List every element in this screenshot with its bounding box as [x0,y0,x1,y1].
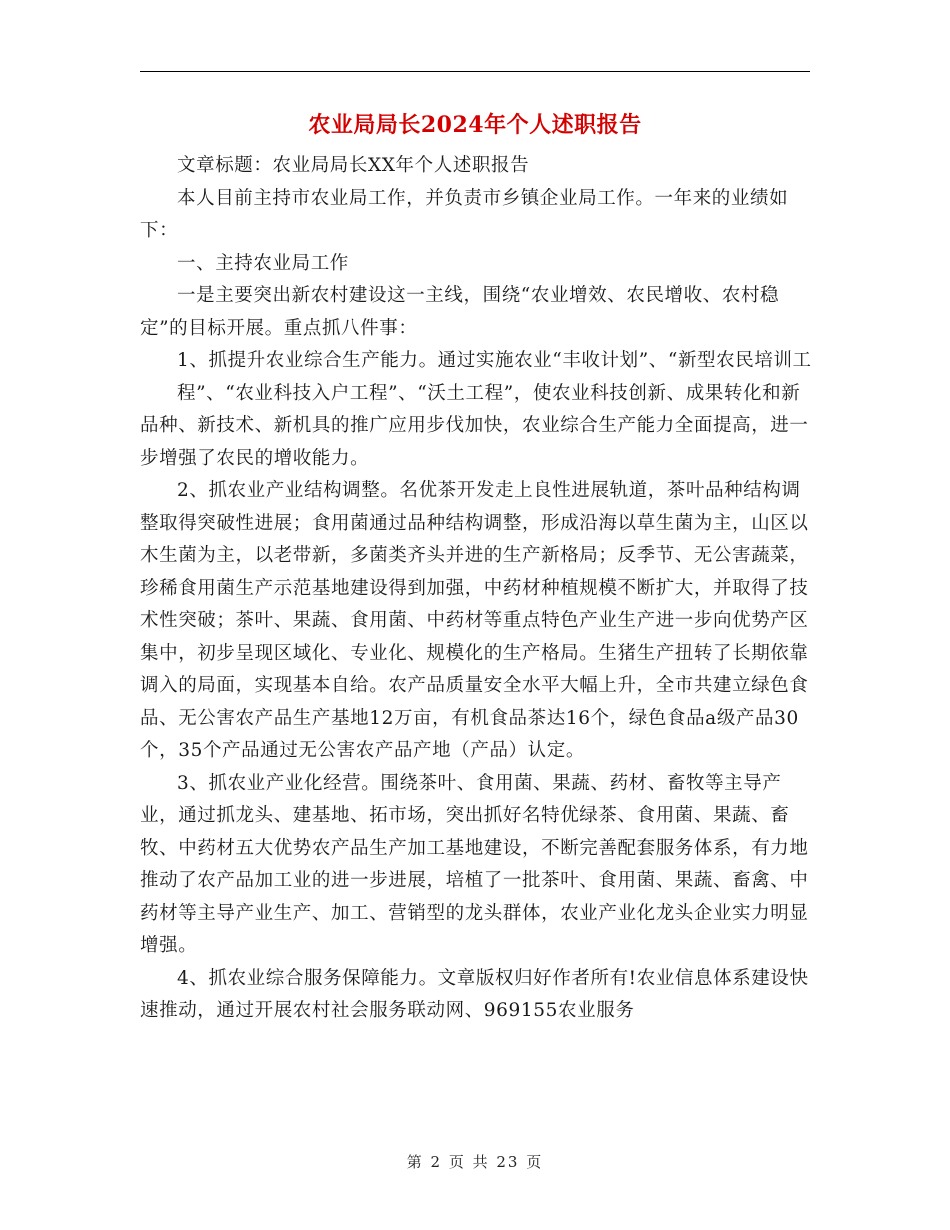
document-title: 农业局局长2024年个人述职报告 [308,112,642,138]
paragraph-item-4: 4、抓农业综合服务保障能力。文章版权归好作者所有!农业信息体系建设快速推动，通过开展农村社会服务联动网、969155农业服务 [140,967,809,1021]
paragraph-item-1-continued: 程”、“农业科技入户工程”、“沃土工程”，使农业科技创新、成果转化和新品种、新技术、新机具的推广应用步伐加快，农业综合生产能力全面提高，进一步增强了农民的增收能力。 [140,382,809,469]
paragraph-intro: 本人目前主持市农业局工作，并负责市乡镇企业局工作。一年来的业绩如下： [140,187,789,241]
paragraph-item-3: 3、抓农业产业化经营。围绕茶叶、食用菌、果蔬、药材、畜牧等主导产业，通过抓龙头、建基地、拓市场，突出抓好名特优绿茶、食用菌、果蔬、畜牧、中药材五大优势农产品生产加工基地建设，不断完善配套服务体系，有力地推动了农产品加工业的进一步进展，培植了一批茶叶、食用菌、果蔬、畜禽、中药材等主导产业生产、加工、营销型的龙头群体，农业产业化龙头企业实力明显增强。 [140,772,809,956]
header-rule [140,71,810,72]
page-number: 第 2 页 共 23 页 [406,1153,544,1171]
paragraph-main-line: 一是主要突出新农村建设这一主线，围绕“农业增效、农民增收、农村稳定”的目标开展。重点抓八件事： [140,285,780,339]
paragraph-item-2: 2、抓农业产业结构调整。名优茶开发走上良性进展轨道，茶叶品种结构调整取得突破性进展；食用菌通过品种结构调整，形成沿海以草生菌为主，山区以木生菌为主，以老带新，多菌类齐头并进的生产新格局；反季节、无公害蔬菜，珍稀食用菌生产示范基地建设得到加强，中药材种植规模不断扩大，并取得了技术性突破；茶叶、果蔬、食用菌、中药材等重点特色产业生产进一步向优势产区集中，初步呈现区域化、专业化、规模化的生产格局。生猪生产扭转了长期依靠调入的局面，实现基本自给。农产品质量安全水平大幅上升，全市共建立绿色食品、无公害农产品生产基地12万亩，有机食品茶达16个，绿色食品a级产品30个，35个产品通过无公害农产品产地（产品）认定。 [140,480,809,761]
paragraph-item-1: 1、抓提升农业综合生产能力。通过实施农业“丰收计划”、“新型农民培训工 [177,350,812,371]
paragraph-article-title: 文章标题：农业局局长XX年个人述职报告 [177,155,530,176]
section-heading: 一、主持农业局工作 [177,252,349,274]
document-body [140,150,815,1028]
